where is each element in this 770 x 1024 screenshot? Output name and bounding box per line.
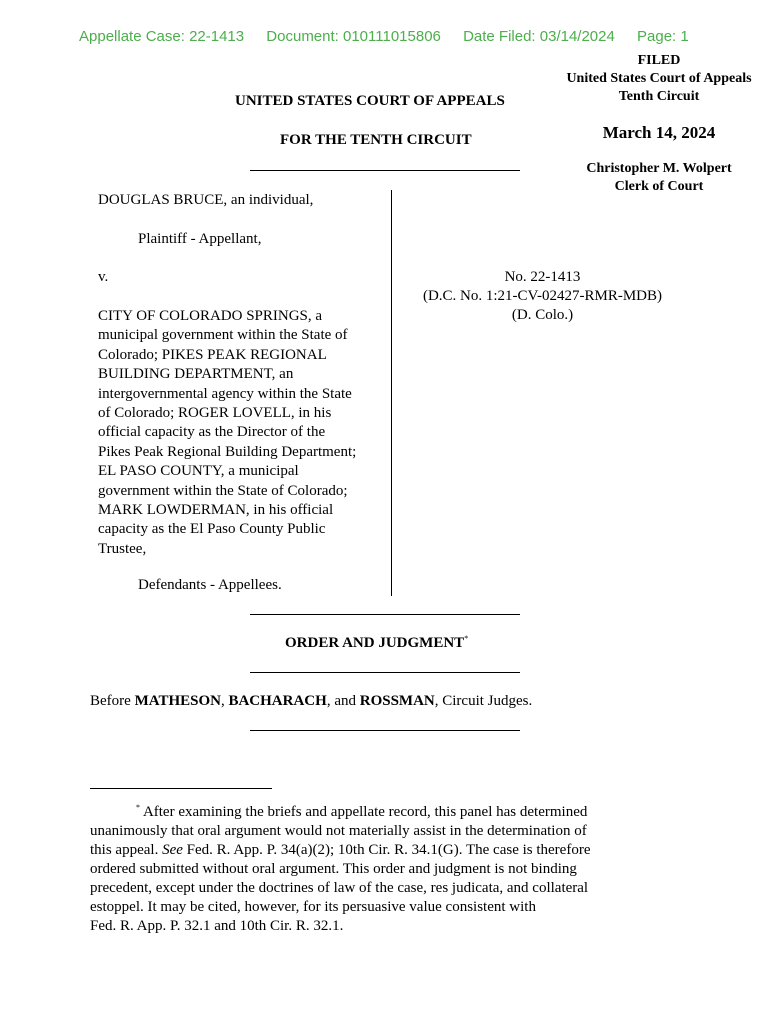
case-number: No. 22-1413 bbox=[504, 269, 581, 285]
defendants-line: MARK LOWDERMAN, in his official bbox=[98, 502, 334, 519]
judge-bacharach: BACHARACH bbox=[228, 693, 327, 709]
before-suffix: , Circuit Judges. bbox=[434, 693, 533, 709]
footnote-line: Fed. R. App. P. 32.1 and 10th Cir. R. 32.1. bbox=[90, 918, 344, 934]
before-prefix: Before bbox=[90, 693, 135, 709]
caption-vertical-divider bbox=[391, 190, 392, 596]
document-number: Document: 010111015806 bbox=[266, 28, 441, 45]
footnote-line: unanimously that oral argument would not materially assist in the determination of bbox=[90, 823, 587, 839]
filing-stamp-header bbox=[79, 28, 707, 45]
footnote-line bbox=[90, 841, 690, 860]
filed-circuit: Tenth Circuit bbox=[618, 89, 700, 104]
footnote-text: Fed. R. App. P. 34(a)(2); 10th Cir. R. 34.1(G). The case is therefore bbox=[182, 842, 591, 858]
judge-matheson: MATHESON bbox=[134, 693, 221, 709]
divider-rule bbox=[250, 672, 520, 673]
court-title: UNITED STATES COURT OF APPEALS bbox=[235, 93, 505, 109]
clerk-title: Clerk of Court bbox=[614, 179, 704, 194]
defendants-role: Defendants - Appellees. bbox=[138, 577, 282, 593]
versus: v. bbox=[98, 269, 109, 285]
defendants-line: CITY OF COLORADO SPRINGS, a bbox=[98, 308, 323, 324]
defendants-line: of Colorado; ROGER LOVELL, in his bbox=[98, 405, 332, 422]
plaintiff-name: DOUGLAS BRUCE, an individual, bbox=[98, 192, 314, 208]
district-case-number: (D.C. No. 1:21-CV-02427-RMR-MDB) bbox=[422, 288, 663, 304]
defendants-line: Pikes Peak Regional Building Department; bbox=[98, 443, 357, 460]
footnote-mark: * bbox=[136, 803, 140, 812]
filed-date: March 14, 2024 bbox=[602, 123, 716, 142]
defendants-line: EL PASO COUNTY, a municipal bbox=[98, 463, 299, 480]
defendants-line: BUILDING DEPARTMENT, an bbox=[98, 366, 294, 383]
footnote bbox=[90, 798, 690, 936]
case-number-block bbox=[400, 268, 685, 325]
order-title-text: ORDER AND JUDGMENT bbox=[285, 635, 465, 651]
page-number: Page: 1 bbox=[637, 28, 689, 45]
judge-rossman: ROSSMAN bbox=[359, 693, 435, 709]
footnote-see: See bbox=[162, 842, 183, 858]
appellate-case-number: Appellate Case: 22-1413 bbox=[79, 28, 245, 45]
clerk-name: Christopher M. Wolpert bbox=[586, 161, 732, 176]
defendants-line: Colorado; PIKES PEAK REGIONAL bbox=[98, 346, 327, 363]
date-filed: Date Filed: 03/14/2024 bbox=[463, 28, 615, 45]
footnote-line: precedent, except under the doctrines of law of the case, res judicata, and collateral bbox=[90, 880, 589, 896]
defendants-line: official capacity as the Director of the bbox=[98, 424, 326, 441]
court-circuit: FOR THE TENTH CIRCUIT bbox=[280, 132, 472, 148]
footnote-line: ordered submitted without oral argument. This order and judgment is not binding bbox=[90, 861, 577, 877]
divider-rule bbox=[250, 614, 520, 615]
divider-rule bbox=[250, 730, 520, 731]
footnote-text: this appeal. bbox=[90, 842, 163, 858]
filed-label: FILED bbox=[637, 53, 681, 68]
order-footnote-mark: * bbox=[464, 634, 469, 643]
defendants-line: Trustee, bbox=[98, 540, 147, 557]
footnote-line bbox=[90, 798, 690, 822]
defendants-line: intergovernmental agency within the State bbox=[98, 385, 352, 402]
footnote-text: After examining the briefs and appellate record, this panel has determined bbox=[142, 804, 588, 820]
defendants-list bbox=[98, 307, 383, 559]
defendants-line: government within the State of Colorado; bbox=[98, 482, 348, 499]
separator: , and bbox=[326, 693, 360, 709]
district-court: (D. Colo.) bbox=[511, 307, 574, 323]
footnote-rule bbox=[90, 788, 272, 789]
divider-rule bbox=[250, 170, 520, 171]
separator: , bbox=[220, 693, 229, 709]
defendants-line: capacity as the El Paso County Public bbox=[98, 521, 326, 538]
filed-stamp-block bbox=[548, 52, 770, 196]
plaintiff-role: Plaintiff - Appellant, bbox=[138, 231, 262, 247]
footnote-line: estoppel. It may be cited, however, for its persuasive value consistent with bbox=[90, 899, 536, 915]
defendants-line: municipal government within the State of bbox=[98, 327, 348, 344]
filed-court: United States Court of Appeals bbox=[566, 71, 752, 86]
order-title bbox=[285, 634, 468, 652]
panel-judges-line bbox=[90, 693, 532, 710]
